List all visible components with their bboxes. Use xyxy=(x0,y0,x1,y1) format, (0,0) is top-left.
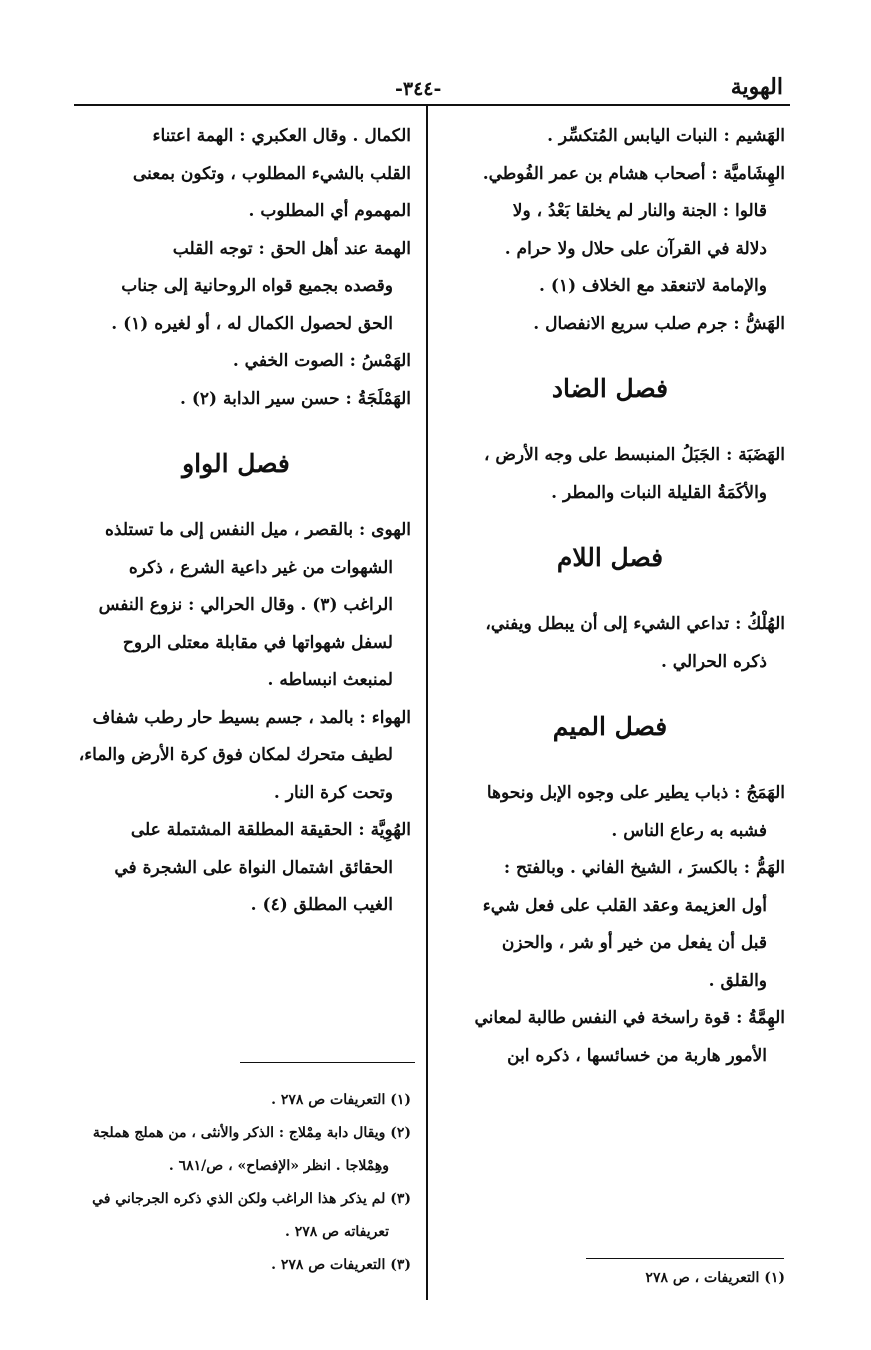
entry-himma-ahl-alhaqq-text-2: الحق لحصول الكمال له ، أو لغيره (١) . xyxy=(111,313,393,334)
entry-huwiyya-text-2: الغيب المطلق (٤) . xyxy=(250,895,393,915)
entry-hawa-text-4: لمنبعث انبساطه . xyxy=(267,670,393,690)
entry-hulk-text: ذكره الحرالي . xyxy=(660,651,767,672)
footnotes-left xyxy=(61,1084,411,1282)
footnote-left-2: (٢) ويقال دابة مِمْلاج : الذكر والأنثى ، من هملج هملجة xyxy=(92,1125,411,1141)
entry-huwiyya-text-1: الحقائق اشتمال النواة على الشجرة في xyxy=(114,857,393,878)
entry-hash: الهَشُّ : جرم صلب سريع الانفصال . xyxy=(533,313,785,334)
running-title: الهوية xyxy=(730,74,783,100)
entry-hawa-text-1: الشهوات من غير داعية الشرع ، ذكره xyxy=(128,557,393,578)
entry-hawaa-text-1: لطيف متحرك لمكان فوق كرة الأرض والماء، xyxy=(78,745,393,765)
section-heading-lam: فصل اللام xyxy=(556,543,664,572)
entry-hams: الهَمْسُ : الصوت الخفي . xyxy=(232,351,411,371)
entry-hamaj: الهَمَجُ : ذباب يطير على وجوه الإبل ونحوها xyxy=(486,783,785,803)
entry-hishamiyya: الهِشَاميَّة : أصحاب هشام بن عمر الفُوطي. xyxy=(482,163,785,184)
entry-hishamiyya-text-1: قالوا : الجنة والنار لم يخلقا بَعْدُ ، ولا xyxy=(512,201,767,221)
footnote-left-4: (٣) التعريفات ص ٢٧٨ . xyxy=(271,1257,411,1273)
entry-hamm-text-1: أول العزيمة وعقد القلب على فعل شيء xyxy=(482,895,767,916)
entry-himma-cont-2: القلب بالشيء المطلوب ، وتكون بمعنى xyxy=(132,163,411,184)
right-column xyxy=(435,118,785,1075)
footnote-rule-left xyxy=(240,1062,415,1063)
entry-hawaa-text-2: وتحت كرة النار . xyxy=(273,782,393,803)
entry-huwiyya: الهُوِيَّة : الحقيقة المطلقة المشتملة على xyxy=(130,820,411,840)
entry-hawaa: الهواء : بالمد ، جسم بسيط حار رطب شفاف xyxy=(92,707,411,728)
left-column xyxy=(61,118,411,925)
footnote-left-2-cont: وهِمْلاجا . انظر «الإفصاح» ، ص/٦٨١ . xyxy=(168,1158,389,1174)
entry-hamlaja: الهَمْلَجَةُ : حسن سير الدابة (٢) . xyxy=(180,388,411,409)
entry-hamm-text-2: قبل أن يفعل من خير أو شر ، والحزن xyxy=(501,933,767,953)
entry-hashim: الهَشيم : النبات اليابس المُتكسِّر . xyxy=(547,126,785,146)
footnote-left-3: (٣) لم يذكر هذا الراغب ولكن الذي ذكره الجرجاني في xyxy=(92,1191,411,1207)
section-heading-dad: فصل الضاد xyxy=(551,374,669,403)
entry-hishamiyya-text-3: والإمامة لاتنعقد مع الخلاف (١) . xyxy=(539,276,767,296)
entry-hulk: الهُلْكُ : تداعي الشيء إلى أن يبطل ويفني، xyxy=(485,614,785,634)
footnotes-right xyxy=(445,1270,785,1286)
entry-himma-ahl-alhaqq-text-1: وقصده بجميع قواه الروحانية إلى جناب xyxy=(121,276,393,296)
entry-hawa-text-3: لسفل شهواتها في مقابلة معتلى الروح xyxy=(122,632,393,653)
entry-hishamiyya-text-2: دلالة في القرآن على حلال ولا حرام . xyxy=(504,238,767,259)
entry-hadaba-text: والأكَمَةُ القليلة النبات والمطر . xyxy=(551,482,767,503)
section-heading-waw: فصل الواو xyxy=(182,449,290,478)
entry-hamaj-text: فشبه به رعاع الناس . xyxy=(611,820,767,841)
entry-himma-ahl-alhaqq: الهمة عند أهل الحق : توجه القلب xyxy=(172,238,411,259)
entry-himma: الهِمَّةُ : قوة راسخة في النفس طالبة لمعاني xyxy=(474,1008,785,1028)
page-number: -٣٤٤- xyxy=(395,78,442,100)
footnote-left-1: (١) التعريفات ص ٢٧٨ . xyxy=(271,1092,411,1108)
entry-himma-text: الأمور هاربة من خسائسها ، ذكره ابن xyxy=(507,1045,767,1066)
footnote-right-1: (١) التعريفات ، ص ٢٧٨ xyxy=(645,1270,785,1286)
entry-hadaba: الهَضَبَة : الجَبَلُ المنبسط على وجه الأرض ، xyxy=(483,445,785,465)
entry-hamm: الهَمُّ : بالكسرَ ، الشيخ الفاني . وبالفتح : xyxy=(503,858,785,878)
entry-himma-cont-3: المهموم أي المطلوب . xyxy=(248,201,411,221)
entry-hawa: الهوى : بالقصر ، ميل النفس إلى ما تستلذه xyxy=(104,520,411,540)
header-rule xyxy=(74,104,790,106)
entry-hawa-text-2: الراغب (٣) . وقال الحرالي : نزوع النفس xyxy=(98,595,393,615)
entry-hamm-text-3: والقلق . xyxy=(708,970,767,991)
footnote-rule-right xyxy=(586,1258,784,1259)
column-divider xyxy=(426,106,428,1300)
entry-himma-cont-1: الكمال . وقال العكبري : الهمة اعتناء xyxy=(152,126,411,146)
section-heading-mim: فصل الميم xyxy=(552,712,668,741)
footnote-left-3-cont: تعريفاته ص ٢٧٨ . xyxy=(284,1224,389,1240)
